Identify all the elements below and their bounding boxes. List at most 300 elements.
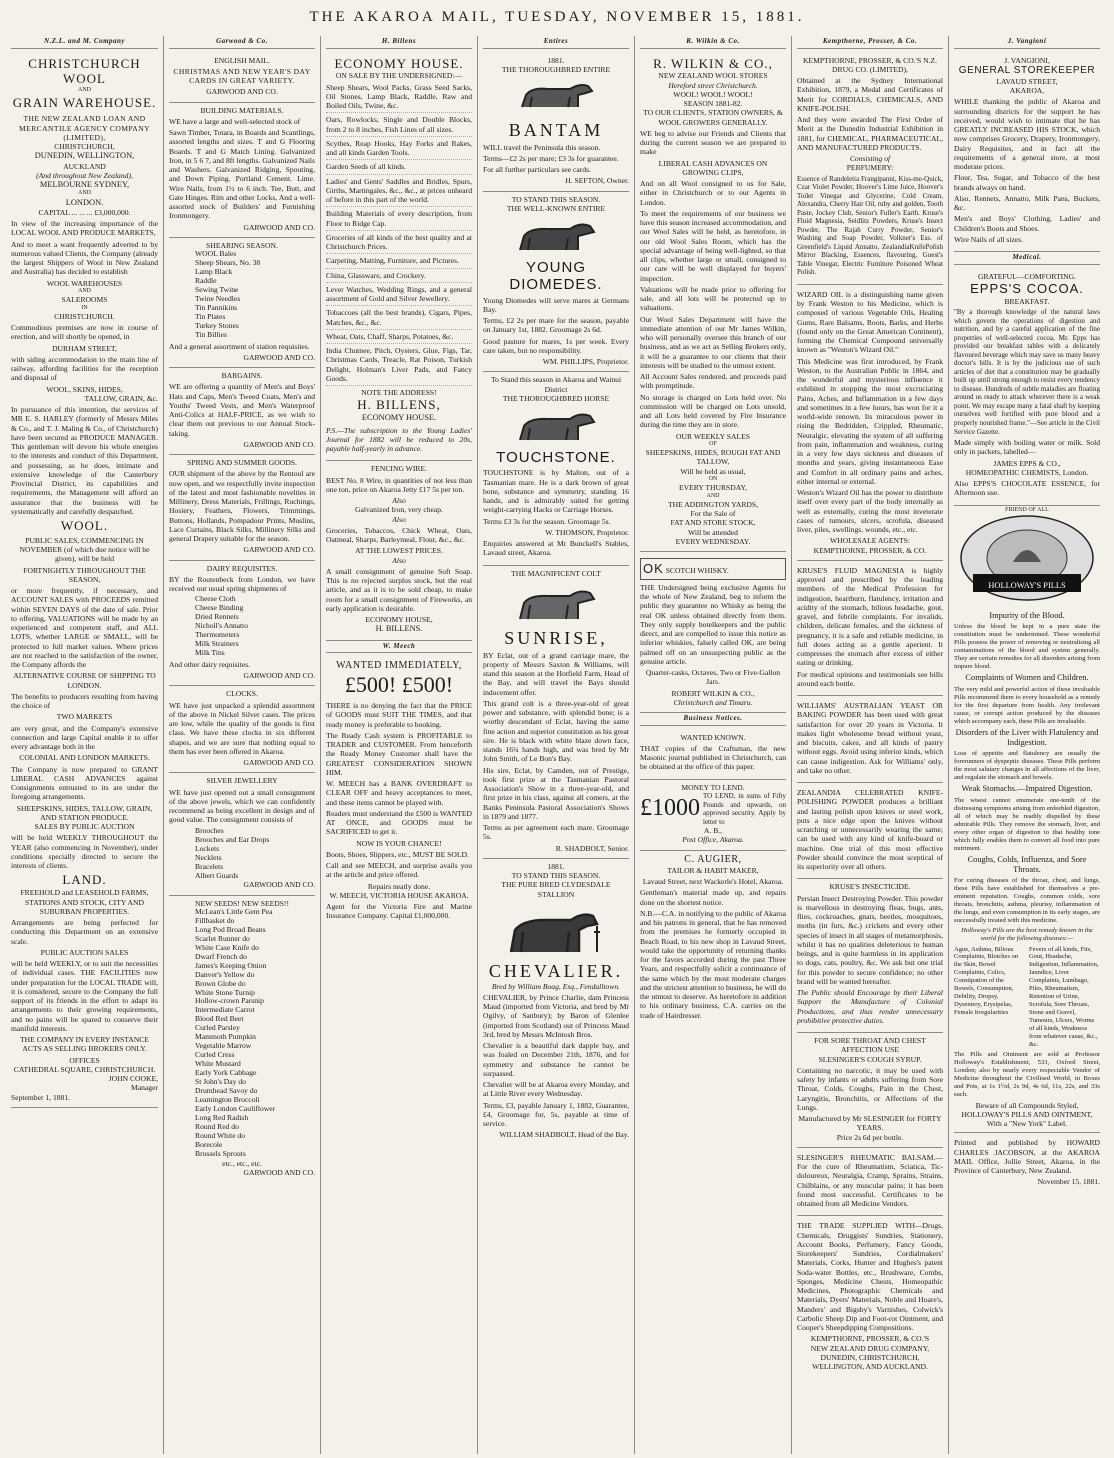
list-item: Albert Guards: [195, 870, 239, 880]
sunrise-advert: [483, 566, 629, 859]
paragraph: Young Diomedes will serve mares at Germans Bay.: [483, 295, 629, 314]
subhead: Weak Stomachs.—Impaired Digestion.: [961, 784, 1093, 794]
list-item: Milk Strainers: [195, 639, 239, 649]
list-item: Ladies' and Gents' Saddles and Bridles, Spurs, Girths, Martingales, &c., &c., at prices unheard of before in this part of the world.: [326, 177, 472, 208]
subhead: LIBERAL CASH ADVANCES ON GROWING CLIPS,: [658, 158, 768, 177]
subhead: SLESINGER'S COUGH SYRUP.: [818, 1054, 922, 1064]
money-to-lend: [640, 780, 786, 851]
list-item: Brussels Sprouts: [195, 1148, 246, 1158]
list-item: Cheese Binding: [195, 603, 244, 613]
paragraph: A small consignment of genuine Soft Soap. This is no rejected surplus stock, but the real article, and as it is to be sold cheap, to make room for a small consignment of Fireworks, an early application is desirable.: [326, 566, 472, 613]
list-item: Long Pod Broad Beans: [195, 924, 266, 934]
horse-illustration-icon: [508, 406, 604, 446]
list-item: Hollow-crown Parsnip: [195, 996, 264, 1006]
list-item: Groceries of all kinds of the best quality and at Christchurch Prices.: [326, 233, 472, 255]
city: DUNEDIN, WELLINGTON,: [34, 151, 135, 161]
subhead: WHOLESALE AGENTS:: [830, 536, 910, 546]
fencing-wire: [326, 461, 472, 640]
list-item: White Stone Turnip: [195, 987, 255, 997]
paragraph: In pursuance of this intention, the services of MR E. S. HARLEY (formerly of Messrs Miles & Co., and T. J. Maling & Co., of Christchurch) have been secured as PRODUCE MANAGER. This gentleman will devote his whole energies to the interests and conduct of this Department, and possessing, as he does, intimate and extensive knowledge of the Canterbury Provincial District, its capabilities and requirements, the Management will afford an assurance that the business will be systematically and carefully despatched.: [11, 405, 158, 516]
signature: GARWOOD AND CO.: [243, 439, 315, 449]
paragraph: Gentleman's material made up, and repairs done on the shortest notice.: [640, 888, 786, 907]
paragraph: Lavaud Street, next Wackerle's Hotel, Akaroa.: [642, 877, 784, 887]
paragraph: Valuations will be made prior to offering for sale, and all lots will be protected up to valuations.: [640, 284, 786, 313]
list-item: Round Red do: [195, 1121, 239, 1131]
list-item: Tin Plates: [195, 311, 226, 321]
paragraph: Christchurch and Timaru.: [673, 697, 753, 707]
subhead: FREEHOLD and LEASEHOLD FARMS, STATIONS AND STOCK, CITY AND SUBURBAN PROPERTIES.: [20, 888, 149, 916]
seal-text: FRIEND OF ALL: [1005, 506, 1049, 513]
horse-name: SUNRISE,: [504, 627, 608, 648]
paragraph: KRUSE'S FLUID MAGNESIA is highly approved and prescribed by the leading members of the Medical Profession for indigestion, heartburn, flatulency, irritation and acidity of the stomach, bilious headache, gout, gravel, and febrile complaints. For invalids, children, delicate females, and the sickness of pregnancy, it is a safe and reliable medicine, in full doses acting as a gentle aperient. It compresses the stomach after excess of either eating or drinking.: [797, 565, 943, 668]
ad-title: GENERAL STOREKEEPER: [958, 64, 1096, 76]
paragraph: "By a thorough knowledge of the natural laws which govern the operations of digestion and nutrition, and by a careful application of the fine properties of well-selected cocoa, Mr. Epps has provided our breakfast tables with a delicately flavoured beverage which may save us many heavy doctor's bills. It is by the judicious use of such articles of diet that a constitution may be gradually built up until strong enough to resist every tendency to disease. Hundreds of subtle maladies are floating around us ready to attack wherever there is a weak point. We may escape many a fatal shaft by keeping ourselves well fortified with pure blood and a properly nourished frame."—See article in the Civil Service Gazette.: [954, 308, 1100, 436]
paragraph: Agent for the Victoria Fire and Marine Insurance Company. Capital £1,000,000.: [326, 902, 472, 921]
list-item: Tobaccoes (all the best brands), Cigars, Pipes, Matches, &c., &c.: [326, 308, 472, 330]
list-item: Cheese Cloth: [195, 594, 236, 604]
logo-house: ECONOMY HOUSE.: [361, 413, 437, 423]
list-item: WOOL Bales: [195, 249, 237, 259]
subhead: HOLLOWAY'S PILLS AND OINTMENT,: [961, 1109, 1093, 1119]
paragraph: THE COMPANY IN EVERY INSTANCE ACTS AS SELLING BROKERS ONLY.: [20, 1035, 149, 1054]
paragraph: Bred by William Boag, Esq., Fendalltown.: [491, 981, 621, 991]
horse-name: CHEVALIER.: [488, 960, 624, 981]
paragraph: Sawn Timber, Totara, in Boards and Scantlings, assorted lengths and sizes. T and G Flooring Boards. T and G Match Lining. Galvanized Iron, in 5 6 7, and 8ft lengths. Galvanized Nails and Washers. Galvanized Ridging, Spouting, and Down Piping. Portland Cement. Lime. Wire Nails, from 1½ to 6 inch. Tee, Butt, and Gate Hinges. Rim and other Locks, And a well-assorted stock of Builders' and Furnishing Ironmongery.: [169, 128, 315, 221]
subhead: SCOTCH WHISKY.: [665, 566, 729, 576]
paragraph: To meet the requirements of our business we have this season increased accommodation, and our Wool Sales will be held, as heretofore, in our old Wool Sales Room, which has the special advantage of being well-lighted, so that all clips, whether large or small, consigned to our care will be well displayed for buyers' inspection.: [640, 208, 786, 283]
paragraph: The wisest cannot enumerate one-tenth of the distressing symptoms arising from enfeebled digestion, all of which may be readily dispelled by these admirable Pills. They remove the stomach, liver, and every other organ of digestion to that healthy tone which fully enables them to convert all food into pure nutriment.: [954, 796, 1100, 852]
subhead: WOOL, SKINS, HIDES,: [46, 384, 123, 394]
paragraph: And to meet a want frequently adverted to by numerous valued Clients, the Company (already the largest Shippers of Wool in New Zealand and Australia) has decided to establish: [11, 239, 158, 277]
paragraph: Terms, £3, payable January 1, 1882, Guarantee, £4, Groomage for, 5s, payable at time of service.: [483, 1100, 629, 1129]
price-headline: £500! £500!: [344, 672, 454, 698]
signature: GARWOOD AND CO.: [243, 222, 315, 232]
paragraph: Essence of Randeletia Frangipanni, Kiss-me-Quick, Czar Violet Powder, Hoover's Lime Juice, Hoover's Toilet Vinegar and Glycerine, Cold Cream, Alexandra, Cherry Hair Oil, ruby and golden, Tooth Paste, Jockey Club, Senior's Fuller's Earth. Kruse's Fluid Magnesia, Seidlitz Powders, Kruse's Insect Powder, The Rajah Curry Powder, Senior's Washing and Soap Powder, Volkner's Ess. of Greenfield's Liquid Annatto, ZealandiaKnifePolish Mirror Blacking, Essences, flavouring, Guest's Table Vinegar, Electric Furniture Poisoned Wheat Polish.: [797, 174, 943, 277]
paragraph: ZEALANDIA CELEBRATED KNIFE-POLISHING POWDER produces a brilliant and lasting polish upon knives or steel work, puts a nice edge upon the knives without scratching or unnecessarily wearing the same; can be used with any kind of knife-board or machine. One trial of this most effective Powder should convince the most sceptical of its superiority over all others.: [797, 788, 943, 872]
paragraph: Also, Rennets, Annatto, Milk Pans, Buckets, &c.: [954, 193, 1100, 213]
paragraph: Also EPPS'S CHOCOLATE ESSENCE, for Afternoon use.: [954, 479, 1100, 498]
list-item: Tin Billies: [195, 329, 228, 339]
trade-supplied: [797, 1216, 943, 1376]
signature: WM. PHILLIPS, Proprietor.: [542, 357, 629, 367]
signature: GARWOOD AND CO.: [243, 880, 315, 890]
paragraph: Also: [392, 496, 406, 505]
subhead: H. BILLENS.: [375, 624, 423, 634]
column-header: R. Wilkin & Co.: [640, 36, 786, 49]
subhead: AKAROA,: [1009, 86, 1045, 96]
imprint: Printed and published by HOWARD CHARLES JACOBSON, at the AKAROA MAIL Office, Jollie Street, Akaroa, in the Province of Canterbury, New Zealand.: [954, 1138, 1100, 1176]
subhead: THE THOROUGHBRED HORSE: [502, 393, 610, 403]
list-item: Dried Rennets: [195, 612, 239, 622]
epps-cocoa-advert: [954, 269, 1100, 506]
paragraph: WE have just opened out a small consignment of the above jewels, which we can confidently recommend as being excellent in design and of good value. The consignment consists of: [169, 787, 315, 825]
list-item: Lockets: [195, 843, 220, 853]
subhead: SALES BY PUBLIC AUCTION: [34, 822, 135, 832]
year: 1881.: [547, 861, 565, 871]
list-item: Sheep Shears, No. 38: [195, 257, 261, 267]
subhead: FENCING WIRE.: [371, 464, 427, 474]
subhead: WOOL.: [60, 518, 109, 534]
signature: GARWOOD AND CO.: [243, 1167, 315, 1177]
paragraph: Containing no narcotic, it may be used with safety by infants or adults suffering from Sore Throat, Colds, Coughs, Pain in the Chest, Laryngitis, Bronchitis, or Affections of the Lungs.: [797, 1065, 943, 1112]
paragraph: Commodious premises are now in course of erection, and will shortly be opened, in: [11, 323, 158, 342]
paragraph: Quarter-casks, Octaves, Two or Five-Gallon Jars.: [645, 668, 781, 687]
list-item: Oars, Rowlocks, Single and Double Blocks, from 2 to 8 inches, Fish Lines of all sizes.: [326, 115, 472, 137]
subhead: SHEEPSKINS, HIDES, TALLOW, GRAIN, AND STATION PRODUCE.: [16, 803, 153, 822]
newspaper-columns: [6, 36, 1106, 1454]
subhead: PERFUMERY:: [846, 163, 894, 173]
city: (And throughout New Zealand),: [36, 170, 133, 180]
list-item: Raddle: [195, 275, 217, 285]
signature: R. SHADBOLT, Senior.: [555, 843, 629, 853]
subhead: KEMPTHORNE, PROSSER, & CO.'S: [810, 1334, 930, 1344]
paragraph: Consisting of: [849, 154, 891, 164]
list-item: Early York Cabbage: [195, 1068, 257, 1078]
list-item: Building Materials of every description, from Floor to Ridge Cap.: [326, 209, 472, 231]
subhead: EVERY WEDNESDAY.: [675, 536, 751, 546]
paragraph: will be held WEEKLY, or to suit the necessities of individual cases. THE FACILITIES now under preparation for the LOCAL TRADE will, it is considered, secure to the Company the full support of its friends in the effort to adapt its arrangements to their growing requirements, and no pains will be spared to conserve their manifold interests.: [11, 959, 158, 1033]
kruse-magnesia: [797, 561, 943, 696]
list-item: Scythes, Reap Hooks, Hay Forks and Rakes, and all kinds Garden Tools.: [326, 139, 472, 161]
column-header: J. Vangioni: [954, 36, 1100, 49]
list-item: Blood Red Beet: [195, 1014, 244, 1024]
ok-whisky-advert: [640, 552, 786, 713]
subhead: DUNEDIN, CHRISTCHURCH, WELLINGTON, AND AUCKLAND.: [812, 1352, 928, 1372]
list-item: Sheep Shears, Wool Packs, Grass Seed Sacks, Oil Stones, Lamp Black, Raddle, Raw and Boiled Oils, Twine, &c.: [326, 83, 472, 114]
paragraph: THE TRADE SUPPLIED WITH—Drugs, Chemicals, Druggists' Sundries, Stationery, Account Books, Perfumery, Fancy Goods, Storekeepers' Sundries, Cordialmakers' Materials, Corks, Hunter and Hughes's patent Soda-water Bottles, etc., Brushware, Combs, Sponges, Medicine Chests, Homeopathic Medicines, Photographic Chemicals and Materials, Dyers' Materials, Noble and Hoare's, Manders' and Bigsby's Varnishes, Colwick's Carbolic Sheep Dip and Foot-rot Ointment, and Cooper's Sheepdipping Compositions.: [797, 1221, 943, 1333]
subhead: THE WELL-KNOWN ENTIRE: [506, 203, 606, 213]
disease-list: [954, 946, 1100, 1049]
logo-name: H. BILLENS,: [357, 397, 441, 413]
paragraph: Persian Insect Destroying Powder. This powder is marvellous in destroying fleas, bugs, ants, flies, cockroaches, gnats, beetles, mosquitoes, moths (in furs, &c.) crickets and every other species of insect in all stages of metamorphosis, whilst it has no qualities deleterious to human beings, and is quite harmless in its application to dogs, cats, poultry, &c. We ask but one trial for this powder to secure confidence; no other brand will be wanted hereafter.: [797, 893, 943, 986]
paragraph: This Medicine was first introduced, by Frank Weston, to the Australian Public in 1864, and the wonderful and mysterious influence it exhibited in stopping the most excruciating Pains, Aches, and Inflammation in a few days and sometimes in a few hours, has won for it a world-wide renown. Its miraculous power in rising the Bedridden, Crippled, Rheumatic, Neuralgic, elevating the system of all suffering from pain, inflammation and weakness, curing in a very few days sickness and diseases of months and years, giving instantaneous Ease and Comfort in all ordinary pains and aches, either internal or external.: [797, 356, 943, 486]
paragraph: Readers must understand the £500 is WANTED AT ONCE, and GOODS must be SACRIFICED to get it.: [326, 808, 472, 837]
rheumatic-balsam: [797, 1148, 943, 1217]
paragraph: with siding accommodation to the main line of railway, affording facilities for the reception and disposal of: [11, 354, 158, 383]
paragraph: etc., etc., etc.: [222, 1158, 262, 1168]
subhead: Disorders of the Liver with Flatulency and Indigestion.: [955, 727, 1099, 747]
paragraph: Our Wool Sales Department will have the immediate attention of our Mr James Wilkin, who will personally oversee this branch of our business, and as we act as Selling Brokers only, it will be a guarantee to our clients that their interests will be studied to the utmost extent.: [640, 314, 786, 370]
subhead: THE ADDINGTON YARDS,: [667, 499, 759, 509]
paragraph: are very great, and the Company's extensive connection and large Capital enable it to offer every advantage both in the: [11, 723, 158, 752]
paragraph: Manufactured by Mr SLESINGER for FORTY YEARS.: [798, 1114, 942, 1133]
paragraph: For all further particulars see cards.: [483, 165, 591, 175]
subhead: ON SALE BY THE UNDERSIGNED:—: [335, 71, 463, 81]
subhead: OUR WEEKLY SALES: [676, 431, 750, 441]
ad-title: GRAIN WAREHOUSE.: [12, 94, 157, 110]
horse-illustration-icon: [508, 216, 604, 256]
signature: ROBERT WILKIN & CO.,: [671, 688, 755, 698]
paragraph: Price 2s 6d per bottle.: [836, 1132, 904, 1142]
subhead: NEW ZEALAND DRUG COMPANY,: [810, 1343, 930, 1353]
subhead: THE MAGNIFICENT COLT: [511, 568, 601, 578]
paragraph: For medical opinions and testimonials see bills around each bottle.: [797, 669, 943, 688]
city: CHRISTCHURCH,: [54, 142, 115, 152]
paragraph: CHEVALIER, by Prince Charlie, dam Princess Maud (imported from Victoria, and bred by Mr Ogilvy, of Sanbury); by Baron of Glenlee (imported from Scotland) out of Princess Maud 3rd, bred by Messrs McIntosh Bros.: [483, 992, 629, 1039]
paragraph: This grand colt is a three-year-old of great power and substance, with splendid bone; is a worthy descendant of Eclat, having the same fine action and superior constitution as his great sire. He is black with white blaze down face, stands 16¼ hands high, and was bred by Mr John Smith, of Le Bon's Bay.: [483, 698, 629, 764]
signature: Manager: [131, 1083, 158, 1093]
horse-illustration-icon: [508, 581, 604, 625]
paragraph: No storage is charged on Lots held over. No commission will be charged on Lots unsold, and all Lots held covered by Fire Insurance during the time they are in store.: [640, 392, 786, 430]
subhead: THE PURE BRED CLYDESDALE STALLION: [501, 880, 611, 899]
column-header: H. Billens: [326, 36, 472, 49]
column-2: [163, 36, 320, 1454]
column-header: Business Notices.: [640, 713, 786, 726]
vangioni-advert: [954, 53, 1100, 253]
subhead: ON: [708, 475, 718, 482]
young-diomedes-advert: [483, 192, 629, 373]
ad-title: C. AUGIER,: [684, 853, 742, 865]
list-item: Brooches and Ear Drops: [195, 834, 270, 844]
paragraph: Arrangements are being perfected for conducting this Department on an extensive scale.: [11, 918, 158, 946]
capital: CAPITAL ... ... ... £3,000,000.: [38, 207, 131, 217]
subhead: WOOL! WOOL! WOOL!: [673, 89, 753, 99]
subhead: HOMEOPATHIC CHEMISTS, London.: [965, 467, 1089, 477]
paragraph: OUR shipment of the above by the Rentoul are now open, and we respectfully invite inspection of the latest and most fashionable novelties in Millinery, Dress Materials, Frillings, Ruchings, Hosiery, Feathers, Flowers, Trimmings, Buttons, Hollands, Pompadour Prints, Muslins, Lace Curtains, Black Silks, Millinery Silks and general Drapery suitable for the season.: [169, 469, 315, 544]
subhead: OFFICES: [69, 1055, 100, 1065]
knife-polish: [797, 783, 943, 879]
bantam-advert: [483, 53, 629, 192]
ok-box: [640, 558, 786, 580]
subhead: KEMPTHORNE, PROSSER, & CO.: [813, 545, 927, 555]
ad-title: EPPS'S COCOA.: [970, 281, 1084, 296]
yeast-powder: [797, 696, 943, 783]
list-item: Early London Cauliflower: [195, 1103, 276, 1113]
holloway-banner: HOLLOWAY'S PILLS: [988, 580, 1066, 590]
wizard-oil-advert: [797, 285, 943, 561]
paragraph: will be held WEEKLY THROUGHOUT the YEAR (also commencing in November), under conditions specially directed to secure the interests of clients.: [11, 833, 158, 871]
masthead: THE AKAROA MAIL, TUESDAY, NOVEMBER 15, 1881.: [309, 9, 805, 25]
list-item: Round White do: [195, 1130, 246, 1140]
city: AND: [78, 190, 91, 197]
column-header: Garwood & Co.: [169, 36, 315, 49]
subhead: TALLOW, GRAIN, &c.: [84, 393, 158, 403]
column-7: [948, 36, 1105, 1454]
subhead: SPRING AND SUMMER GOODS.: [187, 458, 297, 468]
signature: GARWOOD AND CO.: [243, 758, 315, 768]
column-6: [791, 36, 948, 1454]
list-item: Tin Pannikins: [195, 302, 238, 312]
subhead: NEW SEEDS! NEW SEEDS!!: [194, 898, 289, 908]
column-header: Medical.: [954, 252, 1100, 265]
subhead: CHRISTCHURCH.: [54, 311, 115, 321]
list-item: Brooches: [195, 825, 224, 835]
garwood-mail: [169, 53, 315, 103]
list-item: Brown Globe do: [195, 978, 246, 988]
city: AUCKLAND: [63, 161, 106, 171]
subhead: Complaints of Women and Children.: [965, 673, 1089, 683]
subhead: BUILDING MATERIALS.: [200, 105, 284, 115]
subhead: ENGLISH MAIL.: [214, 55, 270, 65]
list-item: Borecole: [195, 1139, 223, 1149]
paragraph: The Ready Cash system is PROFITABLE to TRADER and CUSTOMER. From henceforth the Ready Money Customer shall have the GREATEST CONSIDERATION SHOWN HIM.: [326, 730, 472, 777]
subhead: EVERY THURSDAY,: [679, 483, 747, 493]
subhead: TAILOR & HABIT MAKER,: [667, 865, 759, 875]
subhead: W. MEECH, VICTORIA HOUSE AKAROA.: [329, 890, 469, 900]
paragraph: For the Sale of: [690, 509, 736, 519]
subhead: NOTE THE ADDRESS!: [361, 388, 437, 398]
paragraph: His sire, Eclat, by Camden, out of Prestige, took first prize at the Tasmanian Pastoral Association's Show in a three-year-old, and first prize in his class, against all comers, at the Banks Peninsula Pastoral Association's Shows in 1879 and 1877.: [483, 765, 629, 821]
paragraph: Good pasture for mares, 1s per week. Every care taken, but no responsibility.: [483, 336, 629, 355]
list-item: Scarlet Runner do: [195, 933, 250, 943]
paragraph: For curing diseases of the throat, chest, and lungs, these Pills have established for themselves a pre-eminent reputation. Coughs, common colds, sore throats, bronchitis, asthma, pleurisy, inflammation of the lungs, and even consumption in its early stages, are successfully treated with this medicine.: [954, 877, 1100, 925]
column-4: [477, 36, 634, 1454]
paragraph: or more frequently, if necessary, and ACCOUNT SALES with PROCEEDS remitted within SEVEN DAYS of the date of sale. Prior to offering, VALUATIONS will be made by an experienced and competent staff, and ALL LOTS, whether LARGE or SMALL, will be protected to full market values. Where prices are not reached to the satisfaction of the owner, the Company affords the: [11, 586, 158, 670]
subhead: Coughs, Colds, Influenza, and Sore Throats.: [967, 854, 1087, 875]
wanted-known: [640, 730, 786, 780]
paragraph: And on all Wool consigned to us for Sale, either in Christchurch or to our Agents in London.: [640, 179, 786, 207]
ad-title: KEMPTHORNE, PROSSER, & CO.'S N.Z. DRUG CO. (LIMITED),: [802, 55, 938, 74]
subhead: WANTED KNOWN.: [680, 732, 746, 742]
horse-name: BANTAM: [508, 120, 604, 141]
clocks: [169, 686, 315, 773]
paragraph: And other dairy requisites.: [169, 659, 250, 669]
paragraph: And a general assortment of station requisites.: [169, 341, 310, 351]
list-item: Sewing Twine: [195, 284, 239, 294]
subhead: With a "New York" Label.: [986, 1119, 1068, 1129]
paragraph: All Account Sales rendered, and proceeds paid with promptitude.: [640, 372, 786, 391]
subhead: LAVAUD STREET,: [996, 76, 1058, 86]
paragraph: Boots, Shoes, Slippers, etc., MUST BE SOLD.: [326, 849, 469, 859]
list-item: Curled Parsley: [195, 1023, 240, 1033]
paragraph: Obtained at the Sydney International Exhibition, 1879, a Medal and Certificates of Merit for CORDIALS, CHEMICALS, AND KNIFE-POLISH.: [797, 76, 943, 113]
signature: GARWOOD AND CO.: [206, 87, 278, 97]
subhead: FAT AND STORE STOCK,: [670, 518, 756, 528]
economy-house: [326, 53, 472, 462]
paragraph: And they were awarded The First Order of Merit at the Dunedin Industrial Exhibition in 1881, for CHEMICAL, PHARMACEUTICAL, AND MANUFACTURED PRODUCTS.: [797, 115, 943, 152]
ad-title: WANTED IMMEDIATELY,: [336, 660, 462, 672]
subhead: GRATEFUL—COMFORTING.: [977, 271, 1077, 281]
paragraph: Holloway's Pills are the best remedy known in the world for the following diseases:—: [961, 927, 1093, 943]
company-name: THE NEW ZEALAND LOAN AND MERCANTILE AGENCY COMPANY (LIMITED),: [19, 114, 150, 142]
paragraph: The Company is now prepared to GRANT LIBERAL CASH ADVANCES against Consignments entrusted to its are under the foregoing arrangements.: [11, 764, 158, 802]
subhead: NEW ZEALAND WOOL STORES: [658, 71, 768, 81]
subhead: ALTERNATIVE COURSE OF SHIPPING TO LONDON.: [13, 671, 156, 690]
subhead: IN: [81, 304, 88, 311]
city: LONDON.: [65, 197, 104, 207]
subhead: TO STAND THIS SEASON.: [511, 194, 601, 204]
list-item: Milk Tins: [195, 648, 225, 658]
paragraph: Wire Nails of all sizes.: [954, 234, 1024, 244]
tailor-advert: [640, 851, 786, 1027]
imprint-date: November 15, 1881.: [1037, 1177, 1100, 1187]
paragraph: WE have just unpacked a splendid assortment of the above in Nickel Silver cases. The prices are low, while the quality of the goods is first class. We have these clocks in six different shapes, and we are sure that nothing equal to them has ever been offered in Akaroa.: [169, 700, 315, 756]
nzlm-advertisement: [11, 53, 158, 1108]
subhead: SHEEPSKINS, HIDES, ROUGH FAT AND TALLOW,: [645, 448, 781, 467]
paragraph: WE beg to advise our Friends and Clients that during the current season we are prepared to make: [640, 128, 786, 157]
loan-amount: £1000: [640, 795, 700, 822]
list-item: White Case Knife do: [195, 942, 259, 952]
insecticide: [797, 879, 943, 1033]
paragraph: Made simply with boiling water or milk. Sold only in packets, labelled—: [954, 438, 1100, 457]
paragraph: Flour, Tea, Sugar, and Tobacco of the best brands always on hand.: [954, 173, 1100, 192]
meech-advert: [326, 657, 472, 928]
subhead: THE THOROUGHBRED ENTIRE: [501, 64, 611, 74]
signature: WILLIAM SHADBOLT, Head of the Bay.: [499, 1130, 629, 1140]
item-list: [169, 827, 315, 881]
list-item: Vegetable Marrow: [195, 1041, 252, 1051]
column-3: [320, 36, 477, 1454]
subhead: TWO MARKETS: [56, 712, 113, 722]
subhead: BARGAINS.: [221, 371, 263, 381]
cough-syrup: [797, 1033, 943, 1148]
signature: H. SEFTON, Owner.: [565, 176, 629, 186]
paragraph: W. MEECH has a BANK OVERDRAFT to CLEAR OFF and heavy acceptances to meet, and these items cannot be played with.: [326, 779, 472, 807]
paragraph: In view of the increasing importance of the LOCAL WOOL AND PRODUCE MARKETS,: [11, 219, 158, 238]
ad-title: R. WILKIN & CO.,: [653, 55, 773, 71]
paragraph: Enquiries answered at Mr Bunckell's Stables, Lavaud street, Akaroa.: [483, 539, 629, 558]
paragraph: BEST No. 8 Wire, in quantities of not less than one ton, price on Akaroa Jetty £17 5s per ton.: [326, 475, 472, 494]
paragraph: Chevalier is a beautiful dark dapple bay, and was foaled on December 21th, 1876, and for symmetry and substance he cannot be surpassed.: [483, 1041, 629, 1078]
dairy-requisites: [169, 561, 315, 687]
subhead: PUBLIC AUCTION SALES: [40, 947, 129, 957]
item-list: [326, 83, 472, 387]
subhead: SHEARING SEASON.: [206, 240, 278, 250]
building-materials: [169, 103, 315, 238]
list-item: Dwarf French do: [195, 951, 247, 961]
paragraph: Chevalier will be at Akaroa every Monday, and at Little River every Wednesday.: [483, 1080, 629, 1099]
paragraph: Also: [392, 555, 406, 565]
paragraph: Loss of appetite and flatulency are usually the forerunners of dyspeptic diseases. These Pills perform the most salutary changes in all affections of the liver, and regulate the stomach and bowels.: [954, 750, 1100, 782]
paragraph: Groceries, Tobaccos, Chick Wheat, Oats, Oatmeal, Sharps, Barleymeal, Flour, &c., &c.: [326, 525, 472, 544]
subhead: KRUSE'S INSECTICIDE.: [829, 882, 911, 892]
paragraph: PUBLIC SALES, COMMENCING IN NOVEMBER (of which due notice will be given), will be held: [19, 535, 150, 564]
subhead: FOR SORE THROAT AND CHEST AFFECTION USE: [814, 1036, 926, 1055]
shearing-season: [169, 238, 315, 368]
wilkin-wool-advert: [640, 53, 786, 553]
list-item: Carpeting, Matting, Furniture, and Pictures.: [326, 256, 472, 268]
signature: GARWOOD AND CO.: [243, 545, 315, 555]
subhead: SEASON 1881-82.: [683, 99, 743, 109]
list-item: Nicholl's Annatto: [195, 621, 249, 631]
paragraph: BY the Routenbeck from London, we have received our usual spring shipments of: [169, 574, 315, 594]
paragraph: Hereford street Christchurch.: [668, 80, 758, 90]
column-header: W. Meech: [326, 641, 472, 654]
subhead: SILVER JEWELLERY: [206, 776, 278, 786]
list-item: Bracelets: [195, 861, 224, 871]
item-list: [169, 908, 315, 1159]
list-item: Lamp Black: [195, 266, 233, 276]
paragraph: TO LEND, in sums of Fifty Pounds and upwards, on approved security. Apply by letter to: [703, 791, 786, 826]
list-item: Wheat, Oats, Chaff, Sharps, Potatoes, &c.: [326, 332, 472, 344]
list-item: McLean's Little Gem Pea: [195, 906, 273, 916]
paragraph: TOUCHSTONE is by Malton, out of a Tasmanian mare. He is a dark brown of great bone, substance and symmetry, standing 16 hands, and is admirably suited for getting weight-carrying Hacks or Carriage Horses.: [483, 468, 629, 515]
subhead: COLONIAL AND LONDON MARKETS.: [19, 753, 150, 763]
year: 1881.: [547, 55, 565, 65]
new-seeds: [169, 896, 315, 1182]
paragraph: WILL travel the Peninsula this season.: [483, 142, 601, 152]
spring-goods: [169, 455, 315, 561]
paragraph: Galvanized Iron, very cheap.: [355, 505, 443, 515]
column-header: Entires: [483, 36, 629, 49]
paragraph: WE are offering a quantity of Men's and Boys' Hats and Caps, Men's Tweed Coats, Men's and Youths' Tweed Vests, and Men's Waterproof Anti-Colics at HALF-PRICE, as we wish to clear them out previous to our Annual Stock-taking.: [169, 382, 315, 438]
subhead: CLOCKS.: [226, 689, 258, 699]
subhead: BREAKFAST.: [1004, 296, 1050, 306]
touchstone-advert: [483, 372, 629, 565]
subhead: JAMES EPPS & CO.,: [993, 458, 1061, 468]
subhead: SALEROOMS: [61, 295, 108, 305]
bargains: [169, 368, 315, 455]
list-item: Long Red Radish: [195, 1112, 249, 1122]
paragraph: Will be attended: [688, 527, 738, 537]
subhead: TO STAND THIS SEASON.: [511, 871, 601, 881]
paragraph: WE have a large and well-selected stock of: [169, 116, 301, 126]
paragraph: Call and see MEECH, and surprise avails you at the article and price offered.: [326, 861, 472, 880]
horse-illustration-icon: [508, 77, 604, 117]
paragraph: Terms, £2 2s per mare for the season, payable on January 1st, 1882. Groomage 2s 6d.: [483, 316, 629, 335]
paragraph: THAT copies of the Craftsman, the new Masonic journal published in Christchurch, can be obtained at the office of this paper.: [640, 743, 786, 772]
paragraph: THERE is no denying the fact that the PRICE of GOODS must SUIT THE TIMES, and that ready money is preferable to booking.: [326, 701, 472, 729]
